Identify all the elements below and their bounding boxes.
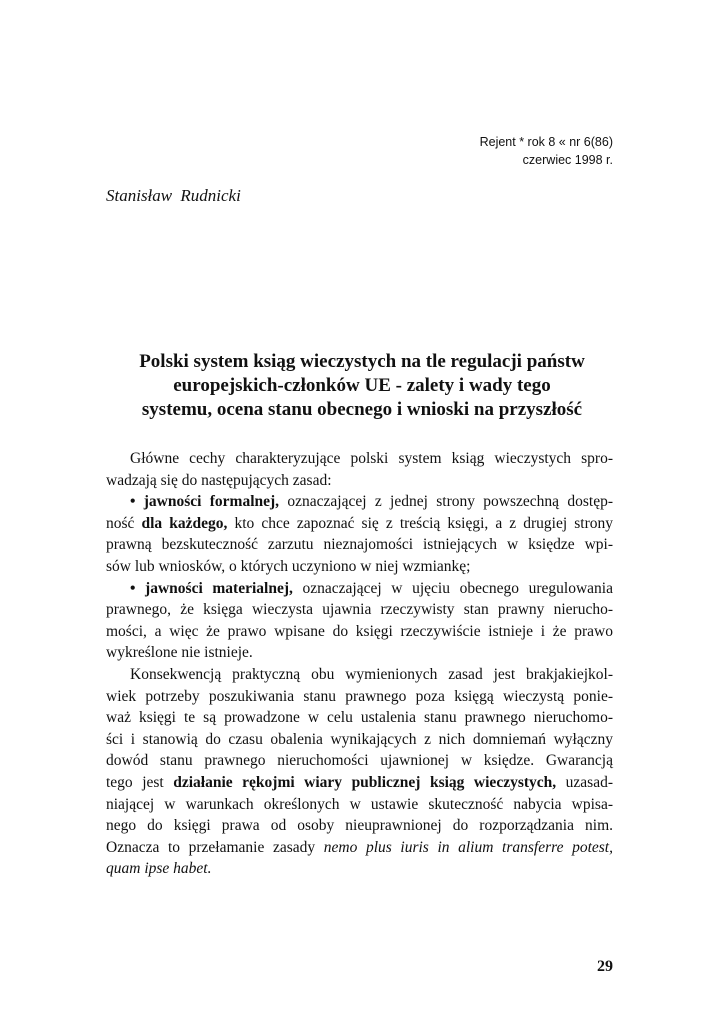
text-line: prawną bezskuteczność zarzutu nieznajomości istniejących w księdze wpi- <box>106 536 613 554</box>
text-line <box>106 513 613 535</box>
bullet-lead: • jawności materialnej, <box>130 579 293 597</box>
article-body <box>106 448 613 880</box>
text-line: ści i stanowią do czasu obalenia wynikających z nich domniemań wyłączny <box>106 730 613 748</box>
text-fragment: Oznacza to przełamanie zasady <box>106 838 324 856</box>
text-line: wykreślone nie istnieje. <box>106 644 253 662</box>
text-fragment: oznaczającej w ujęciu obecnego uregulowania <box>292 579 613 597</box>
paragraph-intro <box>106 448 613 491</box>
text-line <box>106 858 613 880</box>
text-line: prawnego, że księga wieczysta ujawnia rzeczywisty stan prawny nierucho- <box>106 601 613 619</box>
title-line: europejskich-członków UE - zalety i wady tego <box>173 375 551 396</box>
text-line <box>106 491 613 513</box>
paragraph-consequence <box>106 664 613 880</box>
text-line <box>106 578 613 600</box>
text-line: nego do księgi prawa od osoby nieuprawnionej do rozporządzania nim. <box>106 817 613 835</box>
text-line: Główne cechy charakteryzujące polski system ksiąg wieczystych spro- <box>130 450 613 467</box>
title-line: systemu, ocena stanu obecnego i wnioski na przyszłość <box>141 399 583 420</box>
latin-maxim: nemo plus iuris in alium transferre potest, <box>323 838 613 856</box>
latin-maxim: quam ipse habet. <box>106 860 212 878</box>
text-line: sów lub wniosków, o których uczyniono w niej wzmiankę; <box>106 557 471 575</box>
text-fragment: oznaczającej z jednej strony powszechną dostęp- <box>279 493 613 511</box>
text-line: dowód stanu prawnego nieruchomości ujawnionej w księdze. Gwarancją <box>106 752 613 770</box>
text-fragment: ność <box>106 514 142 532</box>
text-line: niającej w warunkach określonych w ustawie skuteczność nabycia wpisa- <box>106 795 613 813</box>
text-line <box>106 837 613 859</box>
journal-info: Rejent * rok 8 « nr 6(86) <box>479 135 613 149</box>
text-line: wiek potrzeby poszukiwania stanu prawnego poza księgą wieczystą ponie- <box>106 687 613 705</box>
text-line: mości, a więc że prawo wpisane do księgi rzeczywiście istnieje i że prawo <box>106 622 613 640</box>
author-name: Stanisław Rudnicki <box>106 186 241 205</box>
text-line: wadzają się do następujących zasad: <box>106 471 332 489</box>
text-fragment: kto chce zapoznać się z treścią księgi, a z drugiej strony <box>227 514 613 532</box>
bullet-lead: • jawności formalnej, <box>130 493 280 511</box>
article-title <box>100 350 624 422</box>
emphasis: dla każdego, <box>141 514 228 532</box>
text-line <box>106 772 613 794</box>
bullet-formal-publicity <box>106 491 613 577</box>
emphasis: działanie rękojmi wiary publicznej ksiąg wieczystych, <box>173 773 557 791</box>
issue-date: czerwiec 1998 r. <box>522 153 613 167</box>
bullet-material-publicity <box>106 578 613 664</box>
text-fragment: tego jest <box>106 773 174 791</box>
text-line: Konsekwencją praktyczną obu wymienionych zasad jest brakjakiejkol- <box>130 665 613 683</box>
page-number: 29 <box>597 958 613 975</box>
title-line: Polski system ksiąg wieczystych na tle regulacji państw <box>139 351 585 372</box>
text-fragment: uzasad- <box>556 773 613 791</box>
text-line: waż księgi te są prowadzone w celu ustalenia stanu prawnego nieruchomo- <box>106 709 613 727</box>
journal-header <box>480 133 613 169</box>
